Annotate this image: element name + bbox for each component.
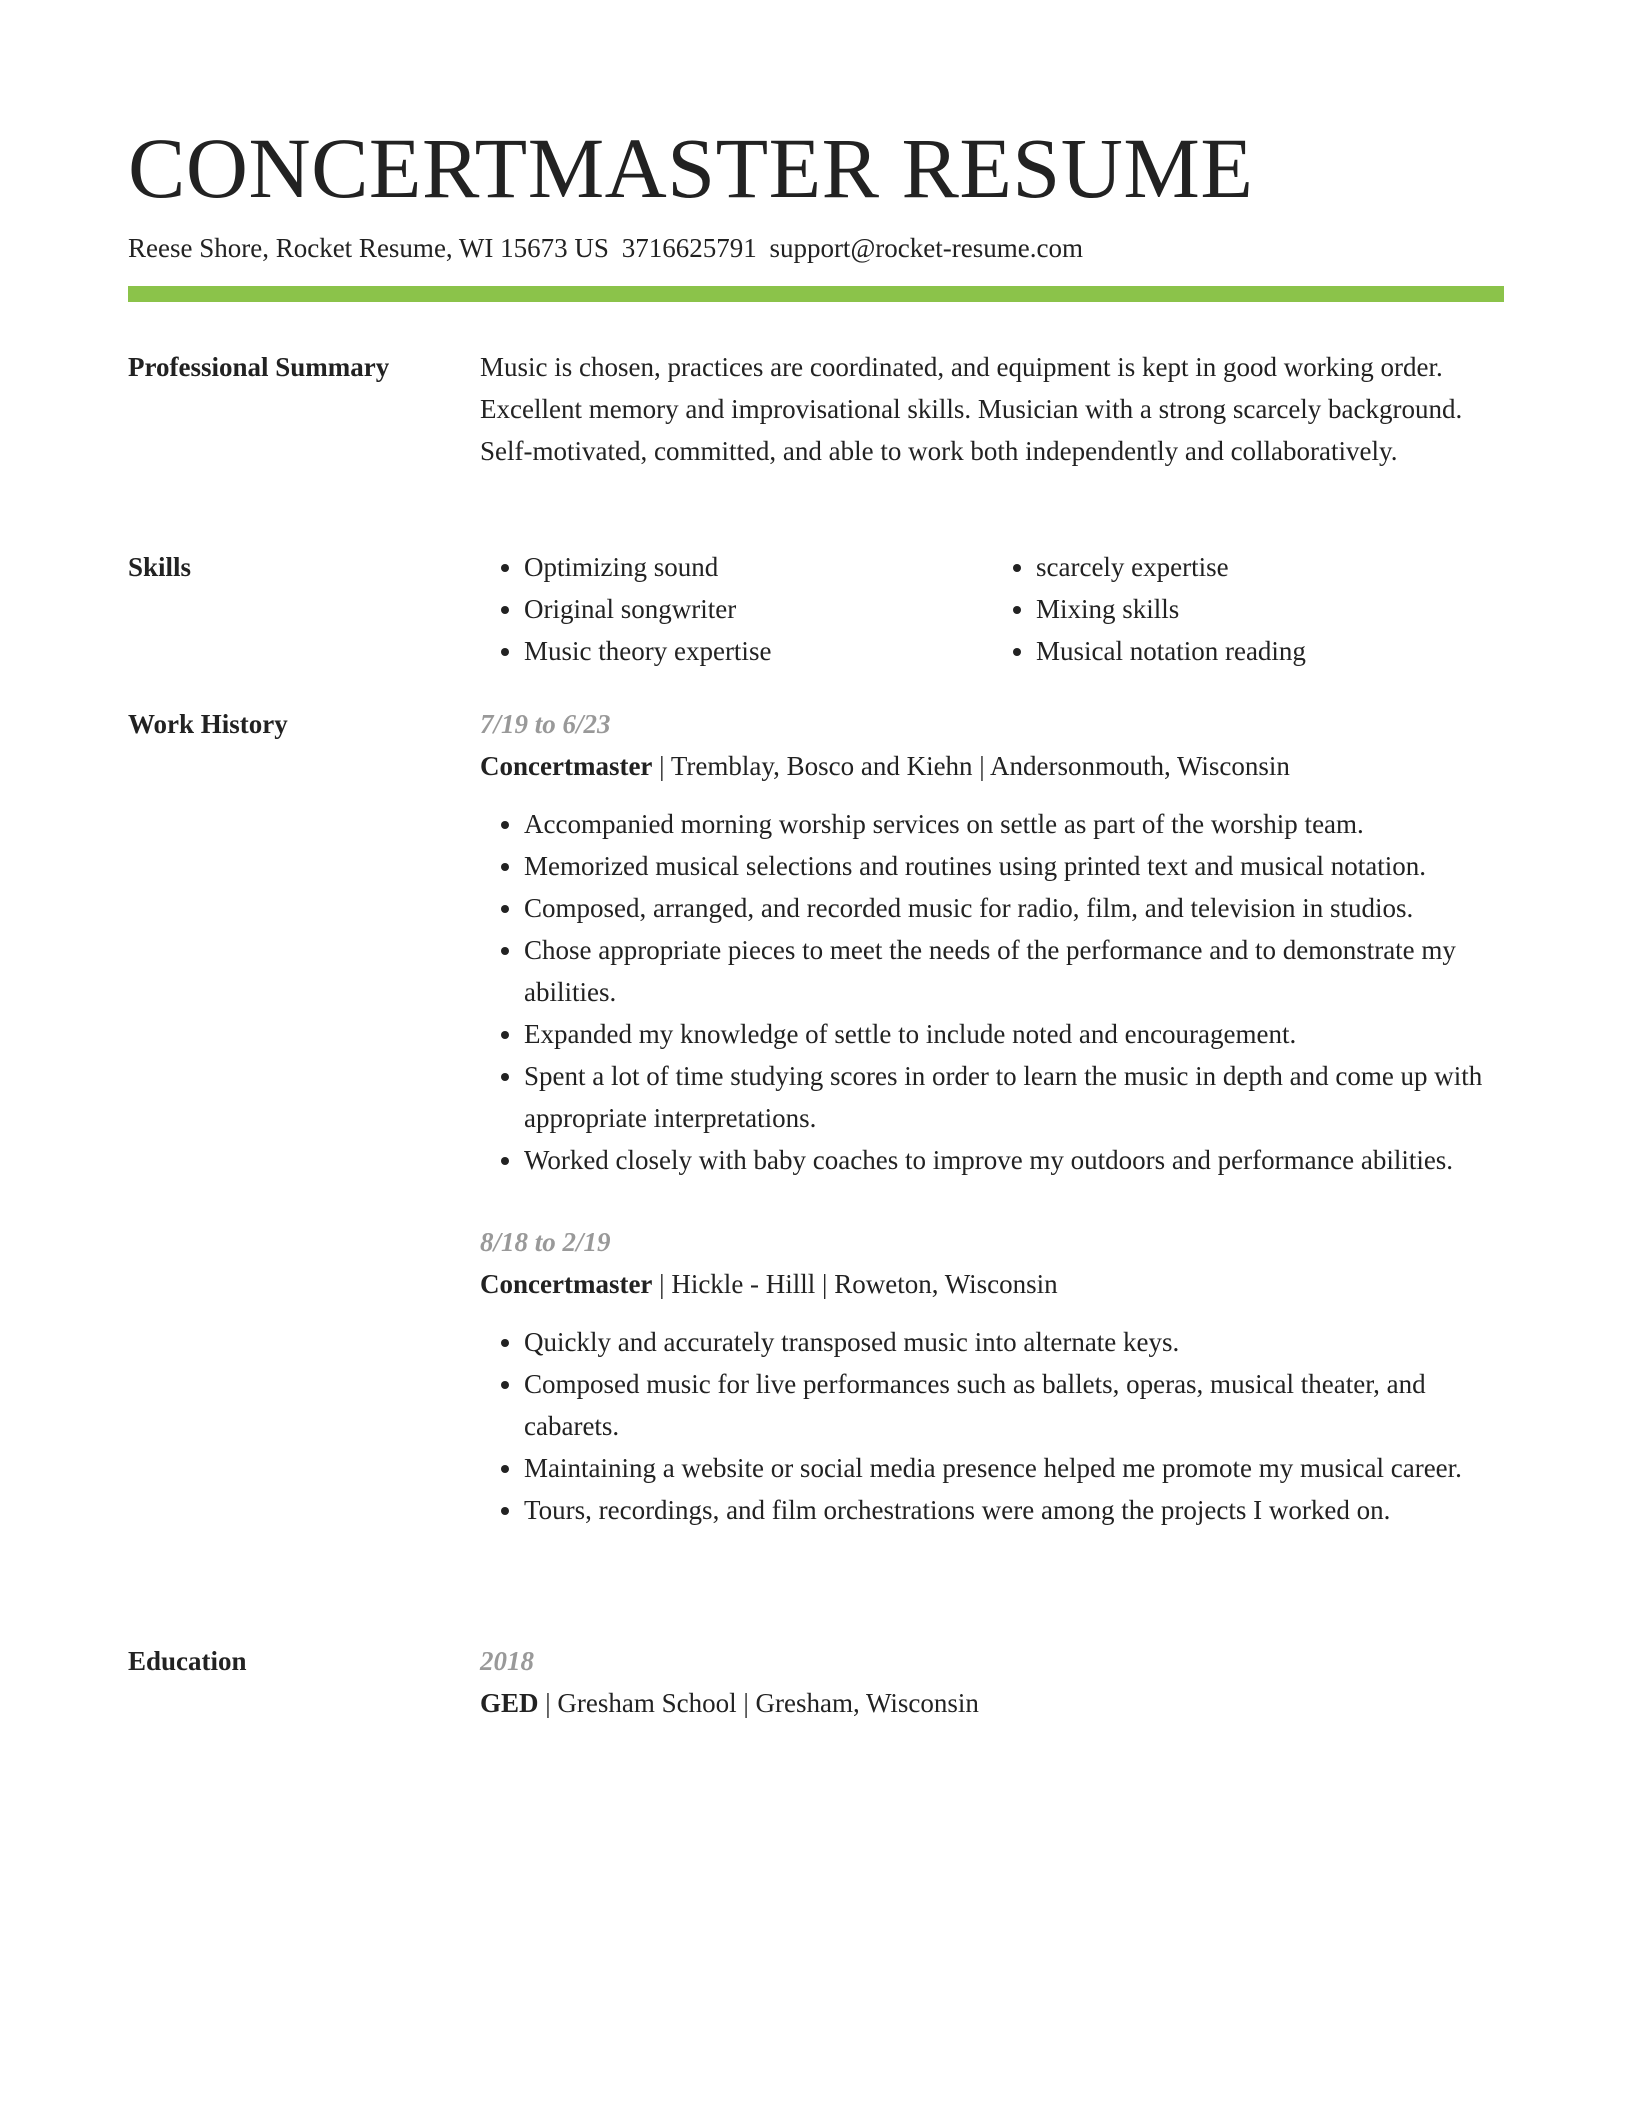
duty-item: • Expanded my knowledge of settle to include noted and encouragement. (524, 1013, 1504, 1055)
job-title: Concertmaster (480, 751, 653, 781)
skill-item: • scarcely expertise (1036, 546, 1504, 588)
job-dates: 7/19 to 6/23 (480, 709, 611, 739)
duty-item: • Spent a lot of time studying scores in order to learn the music in depth and come up with appropriate interpretations. (524, 1055, 1504, 1139)
skill-item: • Music theory expertise (524, 630, 992, 672)
contact-phone: 3716625791 (621, 233, 757, 263)
education-school: | Gresham School | Gresham, Wisconsin (538, 1688, 979, 1718)
skill-item: • Musical notation reading (1036, 630, 1504, 672)
duty-item: • Maintaining a website or social media presence helped me promote my musical career. (524, 1447, 1504, 1489)
duty-item: • Quickly and accurately transposed music into alternate keys. (524, 1321, 1504, 1363)
duty-item: • Tours, recordings, and film orchestrations were among the projects I worked on. (524, 1489, 1504, 1531)
summary-text: Music is chosen, practices are coordinated, and equipment is kept in good working order. Excellent memory and improvisational skills. Musician with a strong scarcely background. Self-motivated, committed, and able to work both independently and collaboratively. (480, 352, 1463, 466)
skill-item: • Mixing skills (1036, 588, 1504, 630)
duty-item: • Chose appropriate pieces to meet the needs of the performance and to demonstrate my abilities. (524, 929, 1504, 1013)
duty-item: • Composed, arranged, and recorded music for radio, film, and television in studios. (524, 887, 1504, 929)
job-employer: | Hickle - Hilll | Roweton, Wisconsin (652, 1269, 1058, 1299)
skill-item: • Optimizing sound (524, 546, 992, 588)
skills-label: Skills (128, 552, 192, 582)
summary-body (480, 346, 1504, 472)
education-body (480, 1640, 1504, 1724)
work-label: Work History (128, 709, 288, 739)
education-year: 2018 (480, 1646, 534, 1676)
contact-email: support@rocket-resume.com (769, 233, 1083, 263)
duty-item: • Accompanied morning worship services on settle as part of the worship team. (524, 803, 1504, 845)
contact-address: Reese Shore, Rocket Resume, WI 15673 US (128, 233, 609, 263)
summary-label: Professional Summary (128, 352, 390, 382)
work-body (480, 703, 1504, 1531)
job-employer: | Tremblay, Bosco and Kiehn | Andersonmouth, Wisconsin (652, 751, 1290, 781)
resume-title: CONCERTMASTER RESUME (128, 120, 1254, 216)
job-dates: 8/18 to 2/19 (480, 1227, 611, 1257)
job-duties (480, 1321, 1504, 1531)
job-heading (480, 1263, 1504, 1305)
duty-item: • Composed music for live performances such as ballets, operas, musical theater, and cabarets. (524, 1363, 1504, 1447)
job-entry (480, 1221, 1504, 1531)
skills-columns (480, 546, 1504, 672)
job-title: Concertmaster (480, 1269, 653, 1299)
duty-item: • Memorized musical selections and routines using printed text and musical notation. (524, 845, 1504, 887)
contact-line (128, 230, 1083, 266)
education-heading (480, 1682, 1504, 1724)
skill-item: • Original songwriter (524, 588, 992, 630)
job-duties (480, 803, 1504, 1181)
skills-list-left (480, 546, 992, 672)
education-label: Education (128, 1646, 247, 1676)
job-heading (480, 745, 1504, 787)
job-entry (480, 703, 1504, 1181)
accent-divider (128, 286, 1504, 302)
duty-item: • Worked closely with baby coaches to improve my outdoors and performance abilities. (524, 1139, 1504, 1181)
skills-body (480, 546, 1504, 672)
education-degree: GED (480, 1688, 539, 1718)
skills-list-right (992, 546, 1504, 672)
